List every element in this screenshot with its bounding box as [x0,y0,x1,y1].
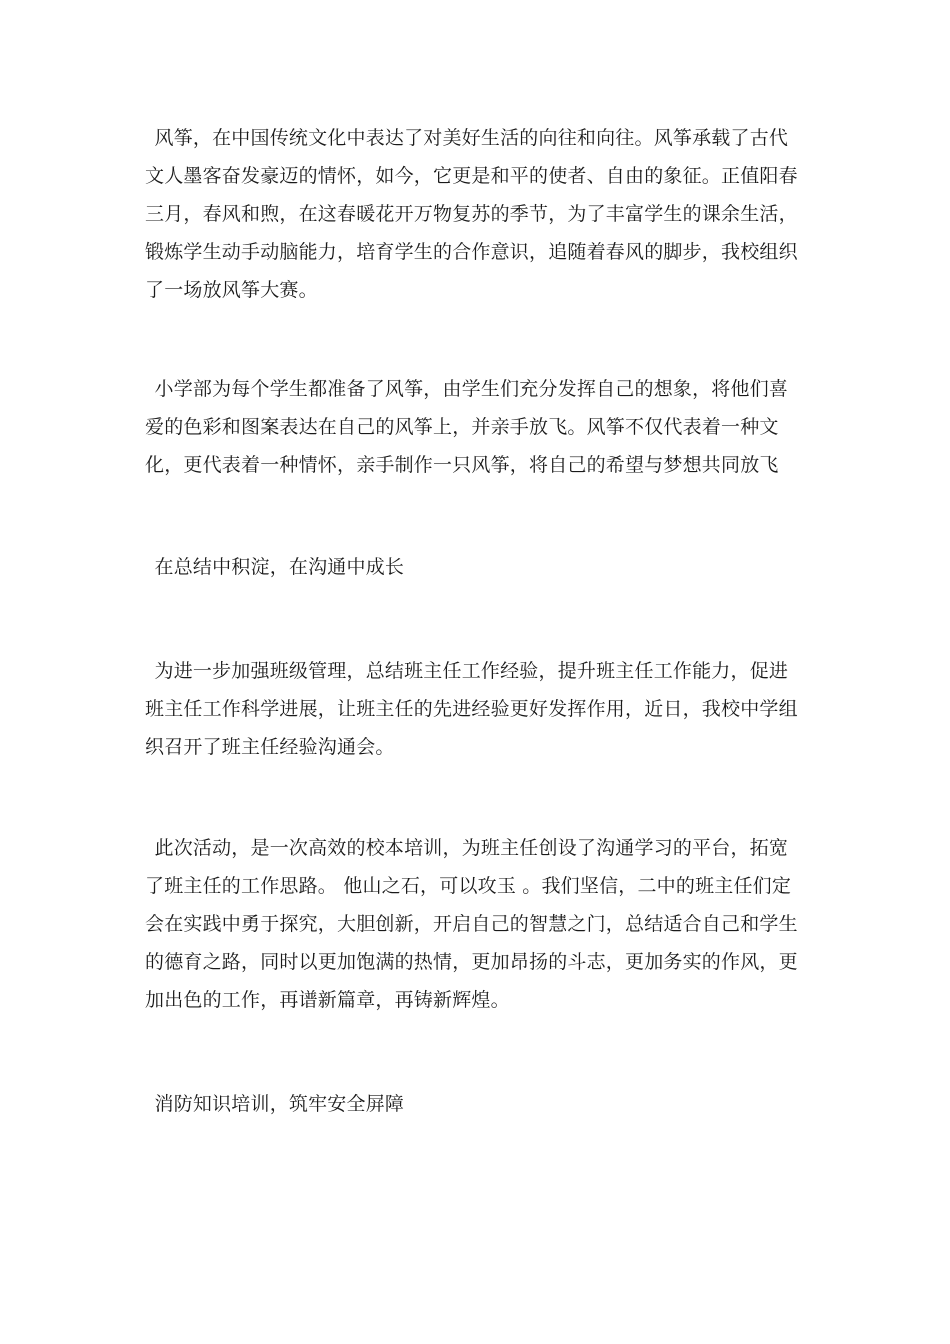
section-heading-fire-safety: 消防知识培训，筑牢安全屏障 [154,1093,405,1115]
paragraph-activity-summary: 此次活动，是一次高效的校本培训，为班主任创设了沟通学习的平台，拓宽了班主任的工作思路。 他山之石，可以攻玉 。我们坚信，二中的班主任们定会在实践中勇于探究，大胆创新，开启自己的智慧之门，总结适合自己和学生的德育之路，同时以更加饱满的热情，更加昂扬的斗志，更加务实的作风，更加出色的工作，再谱新篇章，再铸新辉煌。 [145,837,798,1011]
paragraph-kite-intro: 风筝，在中国传统文化中表达了对美好生活的向往和向往。风筝承载了古代文人墨客奋发豪迈的情怀，如今，它更是和平的使者、自由的象征。正值阳春三月，春风和煦，在这春暖花开万物复苏的季节，为了丰富学生的课余生活，锻炼学生动手动脑能力，培育学生的合作意识，追随着春风的脚步，我校组织了一场放风筝大赛。 [145,127,798,301]
paragraph-kite-primary: 小学部为每个学生都准备了风筝，由学生们充分发挥自己的想象，将他们喜爱的色彩和图案表达在自己的风筝上，并亲手放飞。风筝不仅代表着一种文化，更代表着一种情怀，亲手制作一只风筝，将自己的希望与梦想共同放飞 [145,378,789,476]
paragraph-teacher-meeting: 为进一步加强班级管理，总结班主任工作经验，提升班主任工作能力，促进班主任工作科学进展，让班主任的先进经验更好发挥作用，近日，我校中学组织召开了班主任经验沟通会。 [145,660,798,758]
section-heading-summary: 在总结中积淀，在沟通中成长 [154,556,405,578]
